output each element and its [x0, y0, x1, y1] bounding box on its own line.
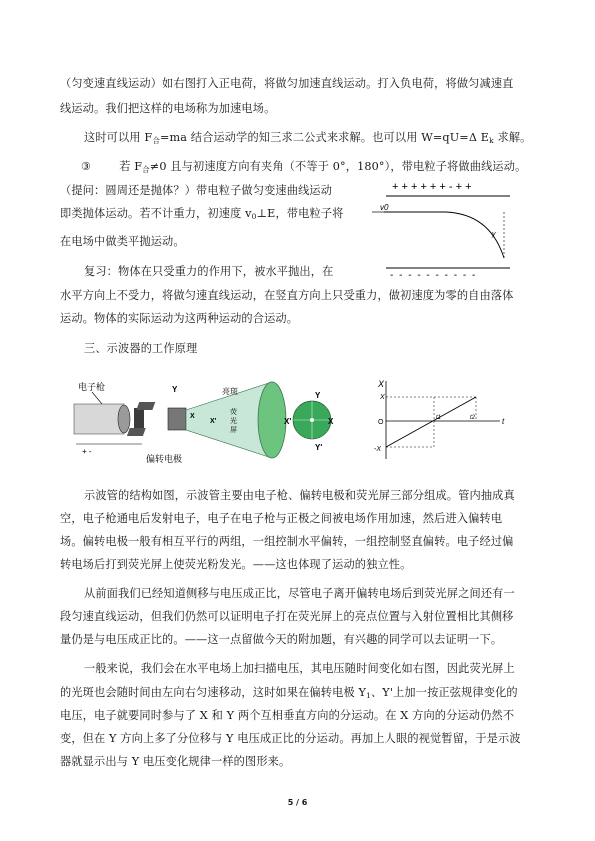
para7-line2 [60, 686, 518, 703]
para5-line1: 示波管的结构如图，示波管主要由电子枪、偏转电极和荧光屏三部分组成。管内抽成真 [84, 489, 515, 502]
para6-line1: 从前面我们已经知道侧移与电压成正比，尽管电子离开偏转电场后到荧光屏之间还有一 [84, 587, 515, 600]
para3-part-a: 即类抛体运动。若不计重力，初速度 v [60, 207, 252, 220]
screen-char3: 屏 [230, 427, 237, 434]
electric-field-figure [370, 176, 520, 282]
para1-line1: （匀变速直线运动）如右图打入正电荷，将做匀加速直线运动。打入负电荷，将做匀减速直 [60, 77, 514, 90]
v0-label: v0 [380, 203, 389, 212]
item3-part-a: 若 F [119, 160, 143, 173]
plate-plus-charges: + + + + + + - + + [392, 181, 472, 193]
para6-line3: 量仍是与电压成正比的。——这一点留做今天的附加题，有兴趣的同学可以去证明一下。 [60, 633, 503, 646]
para3-part-b: ⊥E，带电粒子将 [256, 207, 344, 220]
gun-cathode [118, 405, 130, 433]
screen-y-label: Y [315, 391, 321, 400]
para2-part-a: 这时可以用 F [84, 131, 153, 144]
para7-part-a: 的光斑也会随时间由左向右匀速移动，这时如果在偏转电极 Y [60, 686, 367, 699]
para7-line1: 一般来说，我们会在水平电场上加扫描电压，其电压随时间变化如右图，因此荧光屏上 [84, 662, 515, 675]
graph-xmin-label: -X [374, 446, 381, 453]
bright-spot [310, 418, 314, 422]
y-plate-bottom [127, 428, 146, 436]
para7-sub: 1 [366, 691, 371, 700]
plate-x-label: X [190, 413, 195, 420]
para3-line3: 在电场中做类平抛运动。 [60, 235, 185, 248]
screen-char1: 荧 [230, 409, 237, 416]
para7-line4: 变，但在 Y 方向上多了分位移与 Y 电压成正比的分运动。再加上人眼的视觉暂留，于是示波 [60, 732, 521, 745]
fluorescent-screen [258, 382, 286, 458]
para5-line2: 空，电子枪通电后发射电子，电子在电子枪与正极之间被电场作用加速，然后进入偏转电 [60, 512, 503, 525]
para3-sub: 0 [251, 212, 257, 221]
deflection-electrode-label: 偏转电极 [146, 454, 183, 464]
item3-sub: 合 [142, 165, 150, 174]
para7-line5: 器就显示出与 Y 电压变化规律一样的图形来。 [60, 755, 291, 768]
gun-body [74, 404, 124, 434]
para4-line2: 水平方向上不受力，将做匀速直线运动，在竖直方向上只受重力，做初速度为零的自由落体 [60, 289, 514, 302]
graph-origin-label: O [378, 419, 384, 426]
para7-part-b: 、Y'上加一按正弦规律变化的 [370, 686, 518, 699]
plate-minus-charges: - - - - - - - - - - [390, 270, 477, 281]
sweep-voltage-graph [374, 377, 508, 461]
y-plate-top [136, 402, 155, 410]
item3-number: ③ [81, 160, 92, 173]
para7-line3: 电压，电子就要同时参与了 X 和 Y 两个互相垂直方向的分运动。在 X 方向的分运动仍然不 [60, 709, 515, 722]
para2-part-c: Δ E [468, 131, 490, 144]
x-prime-label: X' [210, 418, 217, 425]
parabolic-trajectory [384, 212, 504, 258]
para2-sub2: k [489, 136, 494, 145]
para1-line2: 线运动。我们把这样的电场称为加速电场。 [60, 102, 276, 115]
para5-line3: 场。偏转电极一般有相互平行的两组，一组控制水平偏转，一组控制竖直偏转。电子经过偏 [60, 535, 514, 548]
screen-yprime-label: Y' [315, 443, 323, 452]
para6-line2: 段匀速直线运动，但我们仍然可以证明电子打在荧光屏上的亮点位置与入射位置相比其侧移 [60, 610, 514, 623]
graph-xmax-label: X [380, 394, 385, 401]
graph-axis-label-x: X [378, 379, 385, 389]
para3-line2 [60, 207, 344, 224]
graph-t1-label: t1 [436, 415, 442, 421]
para2-sub: 合 [152, 136, 160, 145]
y-label: y [492, 231, 496, 238]
x-plates [168, 408, 186, 430]
oscilloscope-tube-figure [72, 378, 334, 466]
para5-line4: 转电场后打到荧光屏上使荧光粉发光。——这也体现了运动的独立性。 [60, 558, 412, 571]
supply-plus-minus: + - [82, 447, 92, 456]
page-number: 5 / 6 [287, 798, 308, 807]
screen-x-label: X [328, 417, 334, 426]
graph-sweep-line [386, 397, 476, 447]
bright-spot-label: 亮斑 [222, 387, 238, 396]
item3-line [81, 160, 526, 177]
screen-char2: 光 [230, 418, 237, 425]
anode [134, 408, 144, 430]
graph-t2-label: t2 [470, 415, 476, 421]
section-heading: 三、示波器的工作原理 [84, 342, 198, 355]
screen-xprime-label: X' [284, 417, 292, 426]
para4-line1: 复习：物体在只受重力的作用下，被水平抛出，在 [84, 265, 334, 278]
graph-axis-label-t: t [502, 417, 505, 426]
electron-gun-label: 电子枪 [78, 382, 106, 392]
para2-part-d: 求解。 [493, 131, 532, 144]
para2-line [84, 131, 532, 148]
para3-line1: （提问：圆周还是抛体？）带电粒子做匀变速曲线运动 [60, 184, 333, 197]
plate-y-label: Y [172, 385, 178, 394]
item3-part-b: ≠0 且与初速度方向有夹角（不等于 0°，180°），带电粒子将做曲线运动。 [149, 160, 527, 173]
para4-line3: 运动。物体的实际运动为这两种运动的合运动。 [60, 312, 299, 325]
para2-part-b: =ma 结合运动学的知三求二公式来求解。也可以用 W=qU= [159, 131, 469, 144]
